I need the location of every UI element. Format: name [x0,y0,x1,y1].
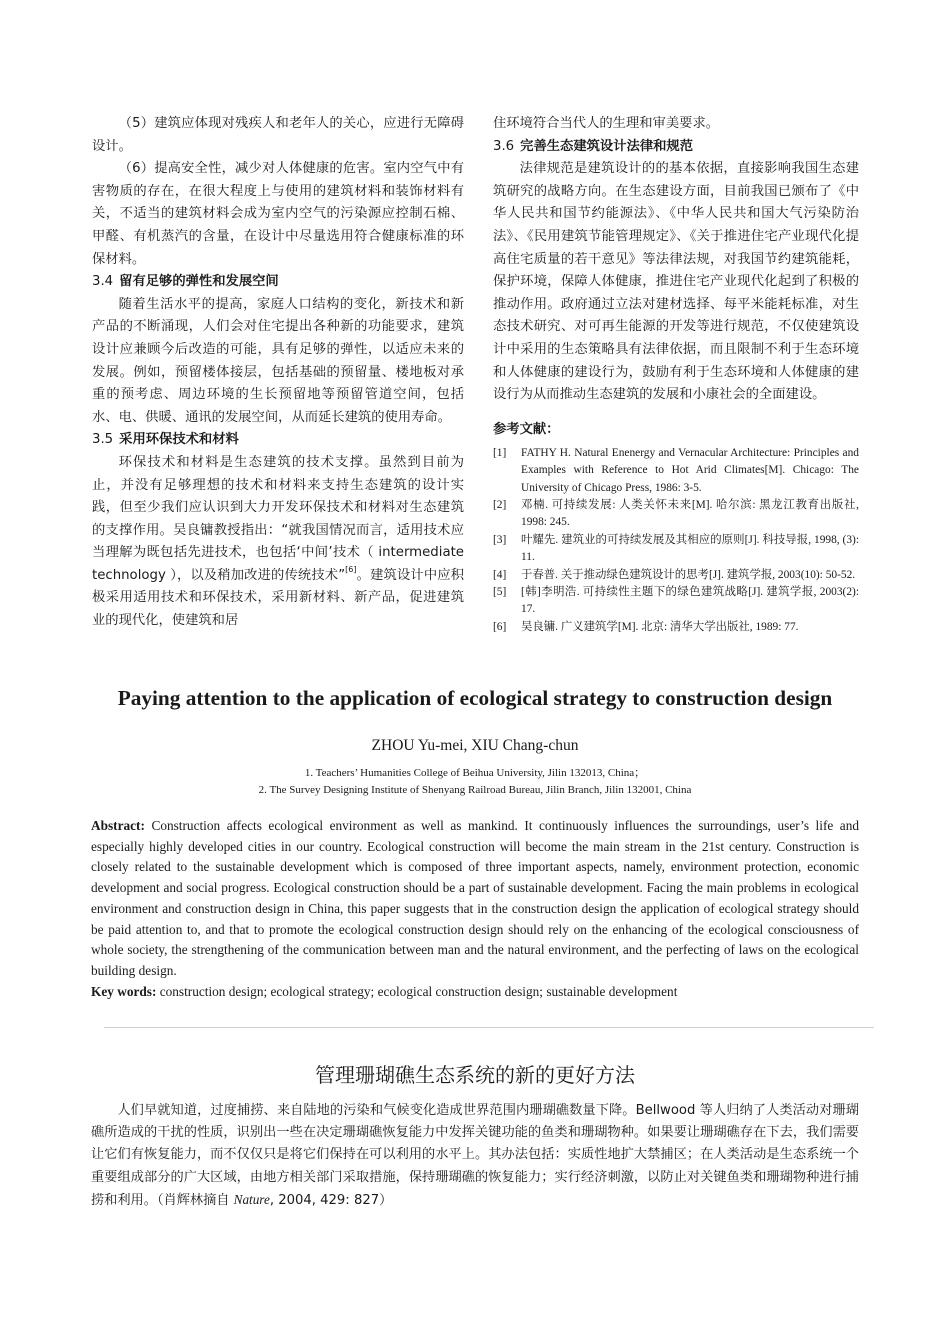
english-abstract [91,816,859,982]
affiliation-2: 2. The Survey Designing Institute of Shenyang Railroad Bureau, Jilin Branch, Jilin 132001, China [258,784,692,796]
section-title: 采用环保技术和材料 [119,432,239,448]
section-heading-3-6 [493,136,859,159]
reference-item [493,532,859,567]
reference-text: 邓楠. 可持续发展: 人类关怀未来[M]. 哈尔滨: 黑龙江教育出版社, 1998: 245. [521,498,859,529]
section-number: 3.6 [493,138,515,154]
abstract-text: Construction affects ecological environment as well as mankind. It continuously influences the surroundings, user’s life and especially highly developed cities in our country. Ecological construction will become the main stream in the 21st century. Construction is closely related to the sustainable development which is composed of three important aspects, namely, environment protection, economic development and social progress. Ecological construction should be a part of sustainable development. Facing the main problems in ecological environment and construction design in China, this paper suggests that in the construction design the application of ecological strategy should be paid attention to, and that to promote the ecological construction design should rely on the enhancing of the ecological consciousness of whole society, the strengthening of the communication between man and the natural environment, and the perfecting of laws on the ecological building design. [91,818,860,978]
section-number: 3.5 [92,432,114,448]
section-heading-3-4 [92,271,464,294]
news-text: , 2004, 429: 827） [269,1192,393,1208]
reference-item [493,619,859,636]
reference-text: FATHY H. Natural Enenergy and Vernacular Architecture: Principles and Examples with Reference to Hot Arid Climates[M]. Chicago: The University of Chicago Press, 1986: 3-5. [521,446,859,494]
section-divider [104,1027,874,1028]
reference-text: 吴良镛. 广义建筑学[M]. 北京: 清华大学出版社, 1989: 77. [521,620,799,633]
section-title: 留有足够的弹性和发展空间 [119,274,279,290]
references-heading: 参考文献： [493,421,560,437]
abstract-label: Abstract: [91,818,145,833]
reference-text: [韩]李明浩. 可持续性主题下的绿色建筑战略[J]. 建筑学报, 2003(2): 17. [521,585,859,616]
journal-name: Nature [233,1191,270,1207]
section-number: 3.4 [92,274,114,290]
section-heading-3-5 [92,429,464,452]
reference-number: [3] [493,533,507,546]
news-body [91,1100,859,1212]
keywords-label: Key words: [91,984,157,999]
english-keywords [91,982,859,1002]
english-title: Paying attention to the application of ecological strategy to construction design [117,686,833,710]
english-authors: ZHOU Yu-mei, XIU Chang-chun [371,737,579,754]
reference-text: 叶耀先. 建筑业的可持续发展及其相应的原则[J]. 科技导报, 1998, (3): 11. [521,533,859,564]
reference-item [493,445,859,497]
section-title: 完善生态建筑设计法律和规范 [520,138,694,154]
paragraph [92,452,464,633]
reference-item [493,584,859,619]
citation-marker: [6] [345,564,357,574]
paragraph: （6）提高安全性，减少对人体健康的危害。室内空气中有害物质的存在，在很大程度上与使用的建筑材料和装饰材料有关，不适当的建筑材料会成为室内空气的污染源应控制石棉、甲醛、有机蒸汽的含量，在设计中尽量选用符合健康标准的环保材料。 [92,161,464,267]
keywords-text: construction design; ecological strategy; ecological construction design; sustainable development [159,984,678,999]
reference-number: [2] [493,498,507,511]
paragraph: 法律规范是建筑设计的的基本依据，直接影响我国生态建筑研究的战略方向。在生态建设方面，目前我国已颁布了《中华人民共和国节约能源法》、《中华人民共和国大气污染防治法》、《民用建筑节能管理规定》、《关于推进住宅产业现代化提高住宅质量的若干意见》等法律法规，对我国节约建筑能耗，保护环境，保障人体健康，推进住宅产业现代化起到了积极的推动作用。政府通过立法对建材选择、每平米能耗标准，对生态技术研究、对可再生能源的开发等进行规范，不仅使建筑设计中采用的生态策略具有法律依据，而且限制不利于生态环境和人体健康的建设行为，鼓励有利于生态环境和人体健康的建设行为从而推动生态建筑的发展和小康社会的全面建设。 [493,161,859,403]
paragraph: 随着生活水平的提高，家庭人口结构的变化，新技术和新产品的不断涌现，人们会对住宅提出各种新的功能要求，建筑设计应兼顾今后改造的可能，具有足够的弹性，以适应未来的发展。例如，预留楼体接层，包括基础的预留量、楼地板对承重的预考虑、周边环境的生长预留地等预留管道空间，包括水、电、供暖、通讯的发展空间，从而延长建筑的使用寿命。 [92,296,464,425]
reference-number: [6] [493,620,507,633]
reference-number: [1] [493,446,507,459]
affiliation-1: 1. Teachers’ Humanities College of Beihua University, Jilin 132013, China； [304,767,646,779]
reference-text: 于春普. 关于推动绿色建筑设计的思考[J]. 建筑学报, 2003(10): 50-52. [521,568,856,581]
reference-number: [4] [493,568,507,581]
reference-item [493,497,859,532]
left-column [92,113,464,633]
reference-item [493,567,859,584]
right-column [493,113,859,636]
paragraph-text: 环保技术和材料是生态建筑的技术支撑。虽然到目前为止，并没有足够理想的技术和材料来支持生态建筑的设计实践，但至少我们应认识到大力开发环保技术和材料对生态建筑的支撑作用。吴良镛教授指出：“就我国情况而言，适用技术应当理解为既包括先进技术，也包括‘中间’技术（ intermediate technology ），以及稍加改进的传统技术” [92,454,464,583]
references-list [493,445,859,636]
paragraph-continuation: 住环境符合当代人的生理和审美要求。 [493,116,720,131]
paragraph: （5）建筑应体现对残疾人和老年人的关心，应进行无障碍设计。 [92,116,464,154]
reference-number: [5] [493,585,507,598]
news-title: 管理珊瑚礁生态系统的新的更好方法 [315,1063,635,1087]
news-text: 人们早就知道，过度捕捞、来自陆地的污染和气候变化造成世界范围内珊瑚礁数量下降。Bellwood 等人归纳了人类活动对珊瑚礁所造成的干扰的性质，识别出一些在决定珊瑚礁恢复能力中发挥关键功能的鱼类和珊瑚物种。如果要让珊瑚礁存在下去，我们需要让它们有恢复能力，而不仅仅只是将它们保持在可以利用的水平上。其办法包括：实质性地扩大禁捕区；在人类活动是生态系统一个重要组成部分的广大区域，由地方相关部门采取措施，保持珊瑚礁的恢复能力；实行经济刺激，以防止对关键鱼类和珊瑚物种进行捕捞和利用。（肖辉林摘自 [91,1103,859,1208]
paragraph-text: 。建筑设计中应积极采用适用技术和环保技术，采用新材料、新产品，促进建筑业的现代化，使建筑和居 [92,567,464,629]
